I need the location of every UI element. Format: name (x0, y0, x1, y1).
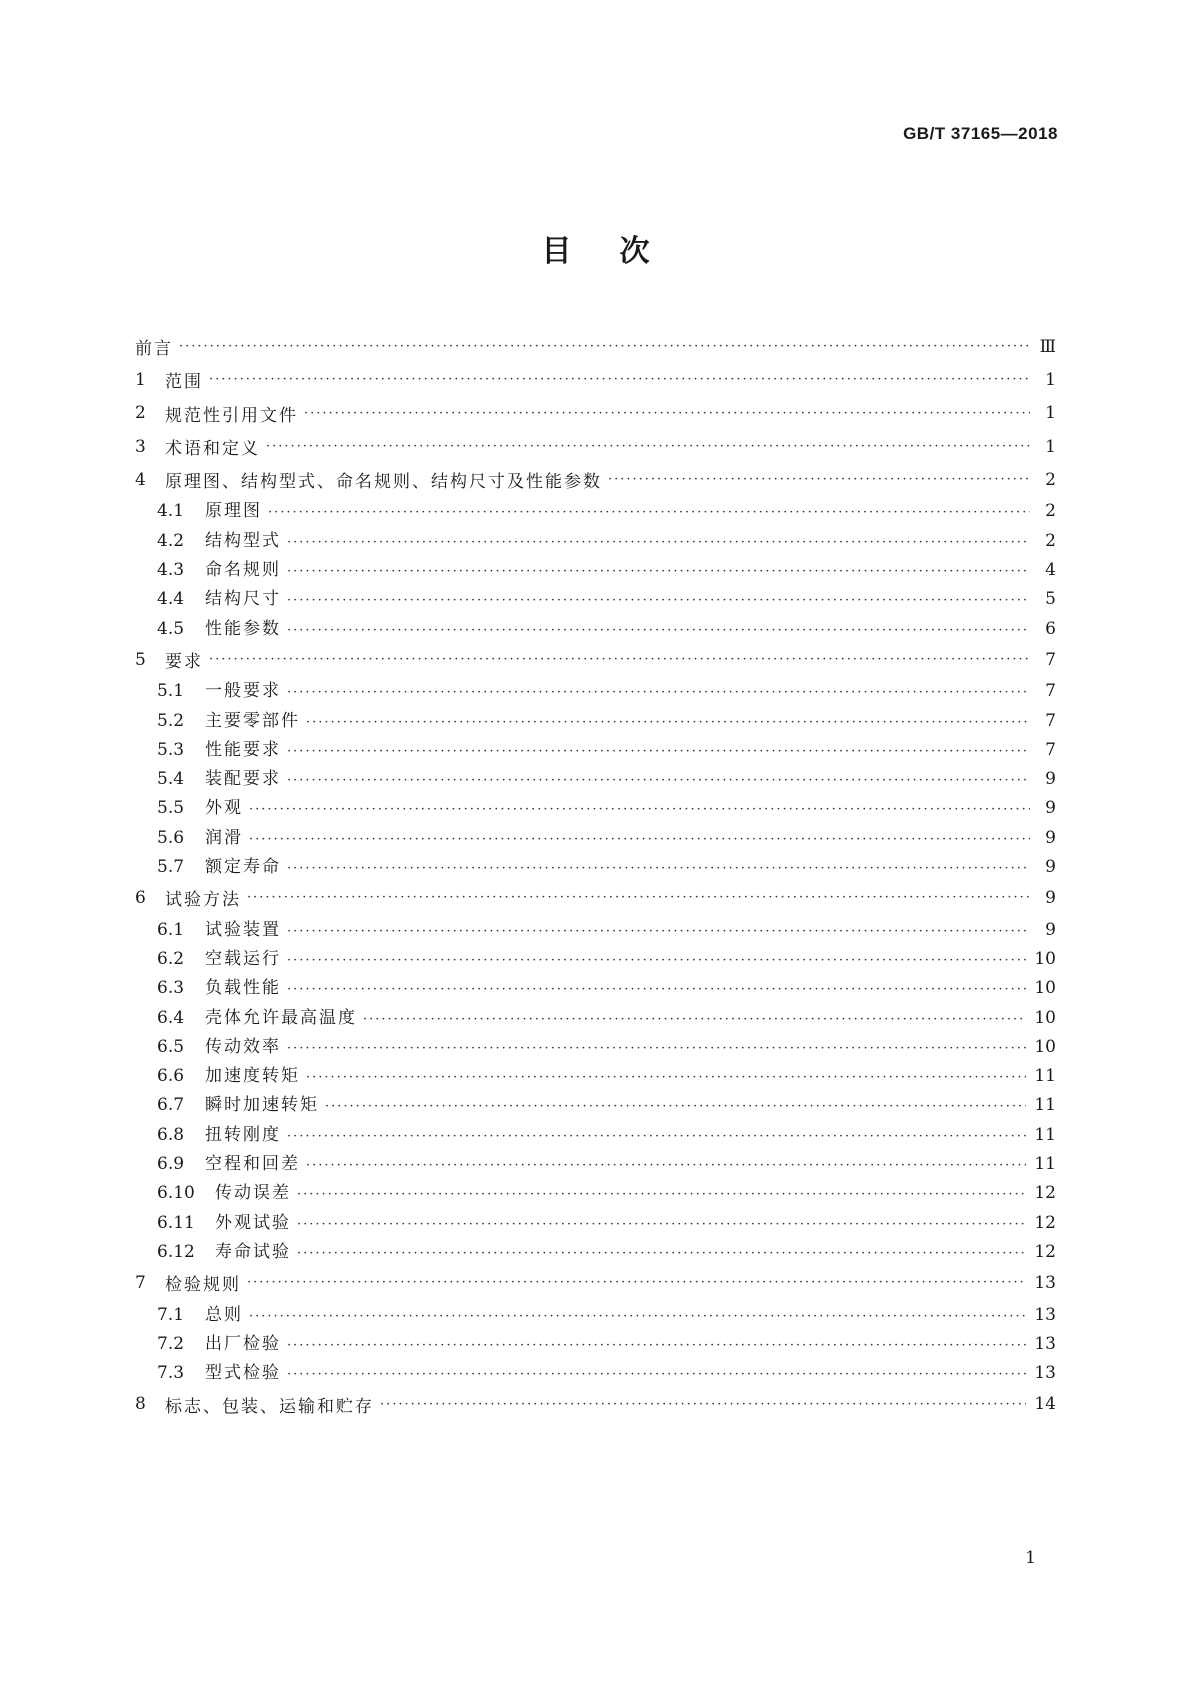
toc-entry[interactable] (135, 706, 1056, 735)
toc-dot-leader (380, 1397, 1026, 1412)
toc-entry-label: 试验方法 (165, 890, 241, 911)
toc-dot-leader (287, 1367, 1026, 1382)
toc-entry-number: 6.8 (157, 1124, 185, 1145)
toc-dot-leader (287, 861, 1030, 876)
toc-entry-page: 1 (1045, 403, 1056, 424)
toc-dot-leader (249, 832, 1030, 847)
toc-entry-label: 原理图、结构型式、命名规则、结构尺寸及性能参数 (165, 472, 602, 493)
toc-entry-number: 5.6 (157, 827, 185, 848)
toc-entry[interactable] (135, 973, 1056, 1002)
toc-entry-page: 6 (1045, 618, 1056, 639)
toc-entry-label: 结构型式 (205, 530, 281, 551)
toc-entry-number: 4.2 (157, 530, 185, 551)
toc-entry[interactable] (135, 496, 1056, 525)
toc-entry-label: 传动效率 (205, 1036, 281, 1057)
toc-entry-page: 9 (1045, 919, 1056, 940)
toc-dot-leader (179, 339, 1030, 354)
page-title: 目次 (541, 234, 698, 269)
toc-entry-label: 要求 (165, 652, 203, 673)
toc-entry-number: 6.6 (157, 1066, 185, 1087)
toc-entry[interactable] (135, 1032, 1056, 1061)
toc-entry[interactable] (135, 1266, 1056, 1299)
toc-entry-page: 7 (1045, 649, 1056, 670)
toc-entry[interactable] (135, 1387, 1056, 1420)
toc-dot-leader (287, 564, 1030, 579)
toc-entry[interactable] (135, 764, 1056, 793)
toc-entry[interactable] (135, 1300, 1056, 1329)
toc-dot-leader (287, 773, 1030, 788)
toc-entry-label: 空载运行 (205, 948, 281, 969)
toc-entry-page: 13 (1034, 1304, 1056, 1325)
toc-entry[interactable] (135, 1178, 1056, 1207)
toc-entry-number: 6.1 (157, 919, 185, 940)
toc-dot-leader (287, 1041, 1026, 1056)
toc-entry[interactable] (135, 555, 1056, 584)
toc-entry-page: 12 (1034, 1241, 1056, 1262)
toc-entry-label: 前言 (135, 339, 173, 360)
toc-entry[interactable] (135, 823, 1056, 852)
toc-entry-page: 9 (1045, 827, 1056, 848)
toc-entry-page: 7 (1045, 710, 1056, 731)
toc-entry[interactable] (135, 852, 1056, 881)
toc-dot-leader (287, 953, 1026, 968)
footer-page-number: 1 (1025, 1548, 1036, 1568)
toc-entry[interactable] (135, 1090, 1056, 1119)
toc-entry-number: 6.10 (157, 1183, 195, 1204)
toc-entry-label: 外观 (205, 798, 243, 819)
toc-entry-label: 结构尺寸 (205, 589, 281, 610)
toc-entry-number: 7.3 (157, 1363, 185, 1384)
toc-entry-page: 4 (1045, 560, 1056, 581)
toc-entry-label: 术语和定义 (165, 439, 260, 460)
toc-entry-label: 寿命试验 (215, 1241, 291, 1262)
toc-entry-page: 10 (1034, 1007, 1056, 1028)
toc-entry-number: 6 (135, 887, 146, 908)
toc-entry-page: 11 (1034, 1095, 1056, 1116)
toc-entry-number: 8 (135, 1394, 146, 1415)
toc-entry-page: 11 (1034, 1124, 1056, 1145)
table-of-contents (135, 330, 1056, 1421)
toc-entry-number: 5.4 (157, 769, 185, 790)
toc-dot-leader (266, 439, 1030, 454)
toc-entry-label: 出厂检验 (205, 1333, 281, 1354)
toc-entry[interactable] (135, 735, 1056, 764)
toc-entry-number: 5.3 (157, 739, 185, 760)
toc-dot-leader (247, 890, 1030, 905)
toc-entry-label: 规范性引用文件 (165, 405, 298, 426)
toc-entry-label: 传动误差 (215, 1183, 291, 1204)
toc-entry[interactable] (135, 397, 1056, 430)
toc-entry-number: 4.4 (157, 589, 185, 610)
toc-entry-label: 外观试验 (215, 1212, 291, 1233)
toc-entry[interactable] (135, 1003, 1056, 1032)
toc-entry[interactable] (135, 363, 1056, 396)
toc-entry-label: 扭转刚度 (205, 1124, 281, 1145)
toc-entry-label: 空程和回差 (205, 1154, 300, 1175)
toc-entry-number: 4 (135, 469, 146, 490)
toc-entry-page: 7 (1045, 739, 1056, 760)
toc-entry-number: 5.2 (157, 710, 185, 731)
toc-entry-label: 主要零部件 (205, 710, 300, 731)
toc-entry[interactable] (135, 1149, 1056, 1178)
toc-entry-number: 6.11 (157, 1212, 195, 1233)
toc-entry-number: 6.4 (157, 1007, 185, 1028)
toc-entry[interactable] (135, 944, 1056, 973)
toc-entry-number: 5 (135, 649, 146, 670)
toc-entry-number: 7.1 (157, 1304, 185, 1325)
toc-entry-page: 2 (1045, 530, 1056, 551)
toc-dot-leader (287, 685, 1030, 700)
toc-entry-page: 1 (1045, 436, 1056, 457)
toc-entry[interactable] (135, 463, 1056, 496)
toc-entry[interactable] (135, 1208, 1056, 1237)
toc-entry-number: 6.3 (157, 978, 185, 999)
toc-dot-leader (287, 593, 1030, 608)
toc-entry-number: 7 (135, 1272, 146, 1293)
toc-entry-page: 13 (1034, 1363, 1056, 1384)
toc-entry-page: 12 (1034, 1183, 1056, 1204)
toc-entry[interactable] (135, 676, 1056, 705)
toc-entry-label: 加速度转矩 (205, 1066, 300, 1087)
toc-dot-leader (297, 1217, 1026, 1232)
toc-entry-label: 润滑 (205, 827, 243, 848)
toc-entry-page: 9 (1045, 857, 1056, 878)
toc-entry-label: 额定寿命 (205, 857, 281, 878)
toc-entry-number: 4.5 (157, 618, 185, 639)
toc-entry[interactable] (135, 526, 1056, 555)
toc-entry-number: 4.3 (157, 560, 185, 581)
toc-entry-page: 11 (1034, 1154, 1056, 1175)
toc-entry-number: 5.7 (157, 857, 185, 878)
toc-entry-page: 10 (1034, 948, 1056, 969)
toc-entry-page: Ⅲ (1039, 336, 1056, 357)
toc-entry[interactable] (135, 430, 1056, 463)
toc-entry[interactable] (135, 614, 1056, 643)
toc-dot-leader (249, 1309, 1026, 1324)
toc-dot-leader (287, 623, 1030, 638)
toc-entry-page: 10 (1034, 978, 1056, 999)
toc-dot-leader (287, 744, 1030, 759)
toc-dot-leader (297, 1187, 1026, 1202)
toc-dot-leader (287, 1338, 1026, 1353)
toc-entry-page: 2 (1045, 469, 1056, 490)
toc-entry-label: 试验装置 (205, 919, 281, 940)
toc-entry-number: 6.7 (157, 1095, 185, 1116)
toc-dot-leader (306, 1158, 1026, 1173)
toc-dot-leader (247, 1275, 1026, 1290)
toc-entry-label: 总则 (205, 1304, 243, 1325)
toc-entry-number: 6.5 (157, 1036, 185, 1057)
toc-entry-page: 9 (1045, 798, 1056, 819)
toc-entry-label: 性能参数 (205, 618, 281, 639)
toc-dot-leader (209, 372, 1030, 387)
toc-entry-number: 5.5 (157, 798, 185, 819)
toc-entry-number: 3 (135, 436, 146, 457)
toc-entry-page: 9 (1045, 769, 1056, 790)
toc-dot-leader (363, 1012, 1026, 1027)
toc-entry-number: 6.9 (157, 1154, 185, 1175)
toc-dot-leader (268, 505, 1030, 520)
standard-code: GB/T 37165—2018 (903, 124, 1058, 143)
toc-entry-page: 10 (1034, 1036, 1056, 1057)
toc-entry-label: 原理图 (205, 501, 262, 522)
toc-entry[interactable] (135, 643, 1056, 676)
toc-entry-number: 6.12 (157, 1241, 195, 1262)
toc-entry-label: 负载性能 (205, 978, 281, 999)
toc-dot-leader (249, 802, 1030, 817)
toc-dot-leader (287, 924, 1030, 939)
toc-entry-label: 壳体允许最高温度 (205, 1007, 357, 1028)
toc-dot-leader (209, 652, 1030, 667)
toc-entry-number: 5.1 (157, 681, 185, 702)
toc-entry-page: 14 (1034, 1394, 1056, 1415)
toc-entry-label: 命名规则 (205, 560, 281, 581)
toc-entry-label: 标志、包装、运输和贮存 (165, 1396, 374, 1417)
toc-entry[interactable] (135, 881, 1056, 914)
toc-entry-page: 11 (1034, 1066, 1056, 1087)
toc-entry-page: 7 (1045, 681, 1056, 702)
toc-entry-number: 2 (135, 403, 146, 424)
toc-entry[interactable] (135, 1358, 1056, 1387)
toc-entry[interactable] (135, 1061, 1056, 1090)
toc-entry-page: 2 (1045, 501, 1056, 522)
toc-entry[interactable] (135, 793, 1056, 822)
toc-entry[interactable] (135, 1329, 1056, 1358)
toc-dot-leader (287, 982, 1026, 997)
toc-entry-number: 1 (135, 369, 146, 390)
toc-dot-leader (304, 406, 1030, 421)
toc-entry-page: 1 (1045, 369, 1056, 390)
toc-entry-label: 瞬时加速转矩 (205, 1095, 319, 1116)
toc-entry[interactable] (135, 330, 1056, 363)
toc-entry-label: 性能要求 (205, 739, 281, 760)
toc-entry[interactable] (135, 1120, 1056, 1149)
toc-entry-label: 检验规则 (165, 1275, 241, 1296)
toc-dot-leader (287, 1129, 1026, 1144)
toc-entry-label: 型式检验 (205, 1363, 281, 1384)
toc-entry-page: 5 (1045, 589, 1056, 610)
toc-entry-page: 9 (1045, 887, 1056, 908)
toc-entry[interactable] (135, 584, 1056, 613)
toc-entry-page: 13 (1034, 1272, 1056, 1293)
toc-entry-page: 13 (1034, 1333, 1056, 1354)
toc-entry-number: 6.2 (157, 948, 185, 969)
toc-entry[interactable] (135, 1237, 1056, 1266)
toc-entry-number: 4.1 (157, 501, 185, 522)
toc-entry[interactable] (135, 915, 1056, 944)
toc-entry-label: 一般要求 (205, 681, 281, 702)
toc-entry-number: 7.2 (157, 1333, 185, 1354)
toc-dot-leader (297, 1246, 1026, 1261)
toc-dot-leader (608, 472, 1030, 487)
toc-entry-label: 装配要求 (205, 769, 281, 790)
toc-dot-leader (287, 535, 1030, 550)
toc-entry-label: 范围 (165, 372, 203, 393)
toc-entry-page: 12 (1034, 1212, 1056, 1233)
toc-dot-leader (306, 1070, 1026, 1085)
toc-dot-leader (325, 1099, 1026, 1114)
toc-dot-leader (306, 715, 1030, 730)
